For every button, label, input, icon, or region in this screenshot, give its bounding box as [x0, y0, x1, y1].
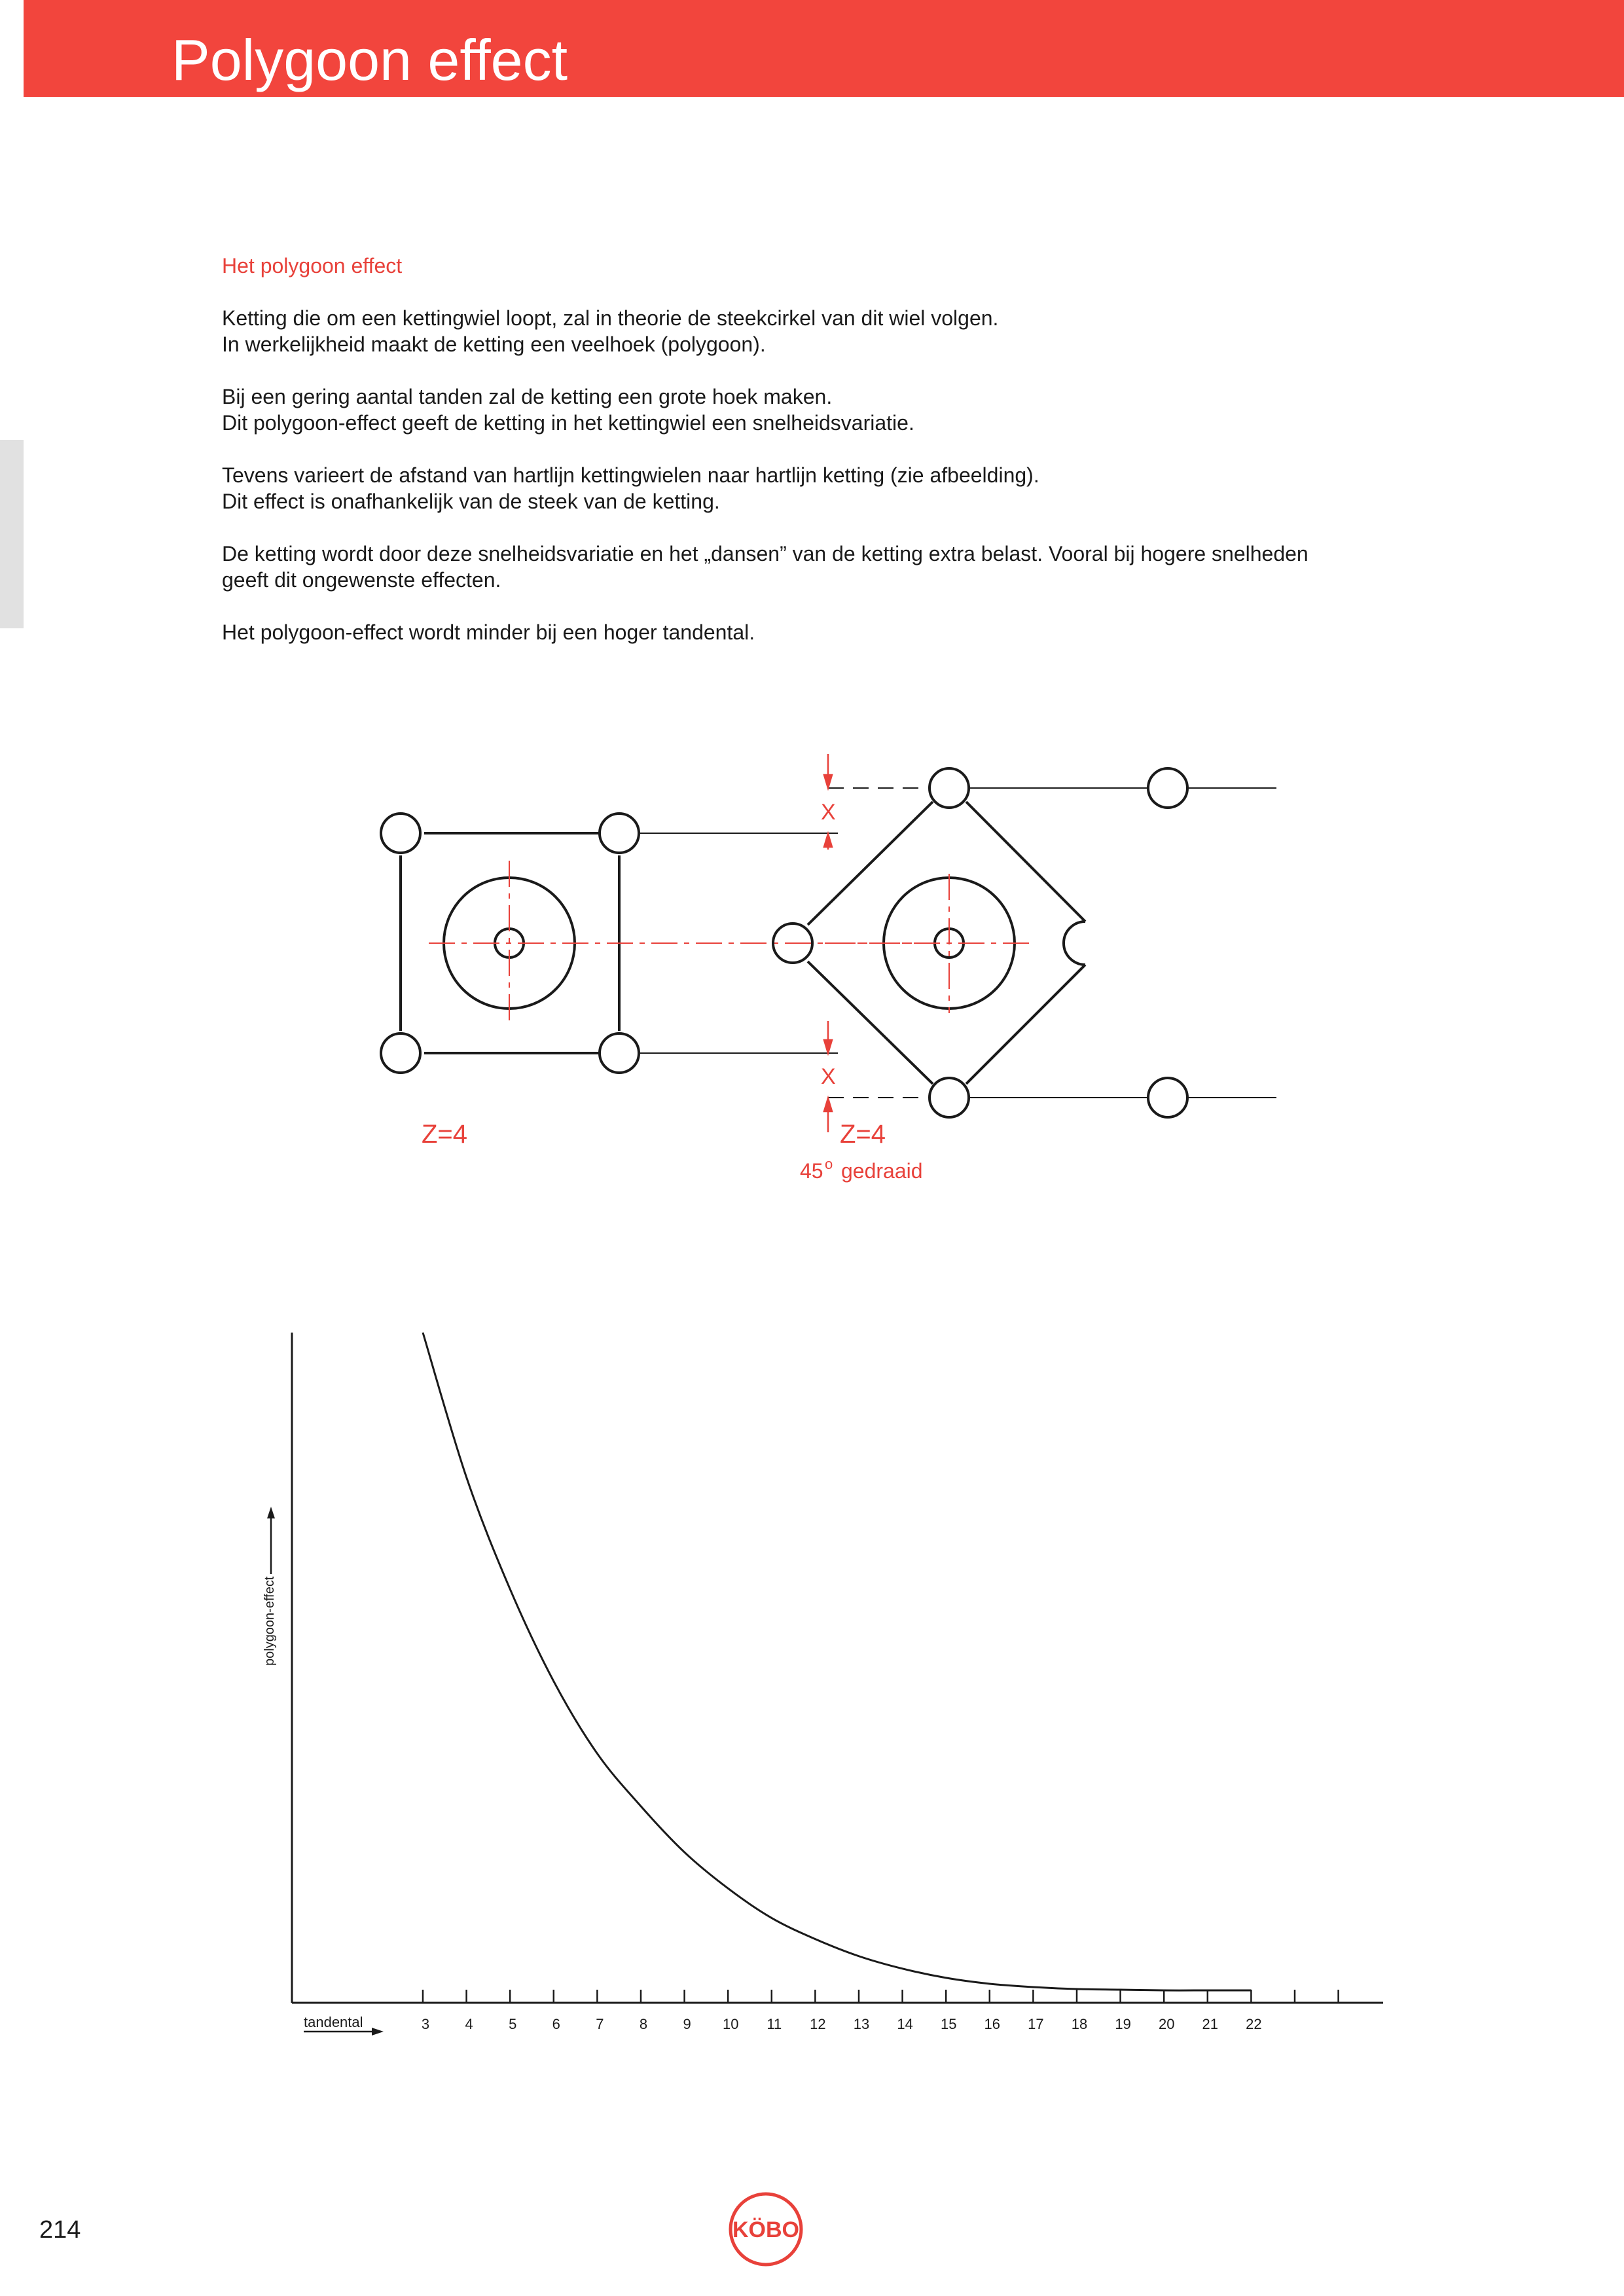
x-tick-label: 14 [897, 2016, 913, 2032]
text-line: De ketting wordt door deze snelheidsvariatie en het „dansen” van de ketting extra belast. Vooral bij hogere snelheden [222, 542, 1308, 565]
x-marker-top: X [821, 800, 836, 825]
text-line: geeft dit ongewenste effecten. [222, 568, 501, 592]
x-tick-label: 8 [639, 2016, 648, 2032]
chart-axes [292, 1333, 1383, 2003]
text-line: Dit effect is onafhankelijk van de steek van de ketting. [222, 490, 720, 513]
left-z-label: Z=4 [422, 1120, 468, 1149]
x-tick-label: 9 [683, 2016, 691, 2032]
x-ticks [422, 1990, 1339, 2032]
x-tick-label: 17 [1028, 2016, 1044, 2032]
x-tick-label: 12 [810, 2016, 826, 2032]
x-tick-label: 18 [1071, 2016, 1088, 2032]
x-tick-label: 11 [767, 2016, 782, 2032]
series-line [423, 1333, 1251, 1990]
x-tick-label: 13 [853, 2016, 870, 2032]
x-tick-label: 4 [465, 2016, 473, 2032]
x-tick-label: 22 [1246, 2016, 1262, 2032]
x-tick-label: 20 [1158, 2016, 1175, 2032]
x-tick-label: 6 [552, 2016, 560, 2032]
text-line: In werkelijkheid maakt de ketting een veelhoek (polygoon). [222, 332, 766, 356]
right-z-label: Z=4 [840, 1120, 886, 1149]
x-axis-label-group [304, 2014, 384, 2036]
rotation-text: gedraaid [841, 1159, 923, 1183]
x-tick-label: 15 [940, 2016, 957, 2032]
x-tick-label: 19 [1115, 2016, 1131, 2032]
rotation-unit: o [825, 1156, 833, 1172]
x-tick-label: 21 [1202, 2016, 1219, 2032]
y-axis-label-group [262, 1507, 277, 1666]
x-marker-bottom: X [821, 1064, 836, 1089]
x-tick-label: 7 [596, 2016, 604, 2032]
x-tick-label: 5 [509, 2016, 517, 2032]
logo-text: KÖBO [732, 2217, 799, 2242]
x-tick-label: 3 [421, 2016, 430, 2032]
text-line: Ketting die om een kettingwiel loopt, zal in theorie de steekcirkel van dit wiel volgen. [222, 306, 999, 330]
page-number: 214 [39, 2216, 81, 2244]
x-tick-label: 16 [984, 2016, 1001, 2032]
section-heading: Het polygoon effect [222, 254, 403, 278]
text-line: Bij een gering aantal tanden zal de ketting een grote hoek maken. [222, 385, 833, 408]
text-line: Dit polygoon-effect geeft de ketting in het kettingwiel een snelheidsvariatie. [222, 411, 914, 435]
x-tick-label: 10 [722, 2016, 739, 2032]
text-line: Het polygoon-effect wordt minder bij een hoger tandental. [222, 620, 755, 644]
page-title: Polygoon effect [171, 27, 568, 92]
rotation-value: 45 [800, 1159, 823, 1183]
y-axis-label: polygoon-effect [262, 1576, 277, 1666]
text-line: Tevens varieert de afstand van hartlijn kettingwielen naar hartlijn ketting (zie afbeelding). [222, 463, 1039, 487]
kobo-logo [727, 2190, 805, 2269]
x-axis-label: tandental [304, 2014, 363, 2030]
